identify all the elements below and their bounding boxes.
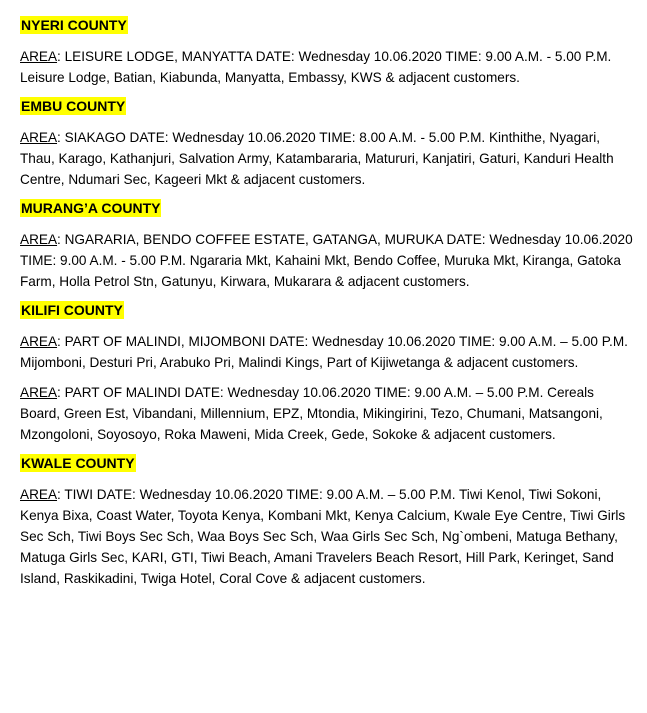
outage-entry	[20, 382, 635, 445]
outage-details: : PART OF MALINDI DATE: Wednesday 10.06.2020 TIME: 9.00 A.M. – 5.00 P.M. Cereals Board, Green Est, Vibandani, Millennium, EPZ, Mtondia, Mikingirini, Tezo, Chumani, Matsangoni, Mzongoloni, Soyosoyo, Roka Maweni, Mida Creek, Gede, Sokoke & adjacent customers.	[20, 385, 603, 442]
outage-entry	[20, 46, 635, 88]
county-heading-wrap	[20, 16, 635, 35]
outage-entry	[20, 331, 635, 373]
county-heading: EMBU COUNTY	[21, 98, 126, 114]
outage-details: : PART OF MALINDI, MIJOMBONI DATE: Wednesday 10.06.2020 TIME: 9.00 A.M. – 5.00 P.M. Mijomboni, Desturi Pri, Arabuko Pri, Malindi Kings, Part of Kijiwetanga & adjacent customers.	[20, 334, 628, 370]
county-heading-wrap	[20, 454, 635, 473]
area-label: AREA	[20, 385, 58, 400]
county-heading: KWALE COUNTY	[21, 455, 135, 471]
outage-entry	[20, 229, 635, 292]
area-label: AREA	[20, 49, 58, 64]
area-label: AREA	[20, 334, 58, 349]
county-heading: MURANG’A COUNTY	[21, 200, 161, 216]
outage-entry	[20, 127, 635, 190]
outage-details: : TIWI DATE: Wednesday 10.06.2020 TIME: 9.00 A.M. – 5.00 P.M. Tiwi Kenol, Tiwi Sokoni, Kenya Bixa, Coast Water, Toyota Kenya, Kombani Mkt, Kenya Calcium, Kwale Eye Centre, Tiwi Girls Sec Sch, Tiwi Boys Sec Sch, Waa Boys Sec Sch, Waa Girls Sec Sch, Ng`ombeni, Matuga Bethany, Matuga Girls Sec, KARI, GTI, Tiwi Beach, Amani Travelers Beach Resort, Hill Park, Keringet, Sand Island, Raskikadini, Twiga Hotel, Coral Cove & adjacent customers.	[20, 487, 626, 586]
area-label: AREA	[20, 232, 58, 247]
outage-entry	[20, 484, 635, 589]
county-heading-wrap	[20, 199, 635, 218]
county-heading: KILIFI COUNTY	[21, 302, 123, 318]
county-heading-wrap	[20, 301, 635, 320]
area-label: AREA	[20, 487, 58, 502]
area-label: AREA	[20, 130, 58, 145]
outage-details: : SIAKAGO DATE: Wednesday 10.06.2020 TIME: 8.00 A.M. - 5.00 P.M. Kinthithe, Nyagari, Thau, Karago, Kathanjuri, Salvation Army, Katambararia, Matururi, Kanjatiri, Gaturi, Kanduri Health Centre, Ndumari Sec, Kageeri Mkt & adjacent customers.	[20, 130, 614, 187]
county-heading: NYERI COUNTY	[21, 17, 127, 33]
county-heading-wrap	[20, 97, 635, 116]
outage-details: : LEISURE LODGE, MANYATTA DATE: Wednesday 10.06.2020 TIME: 9.00 A.M. - 5.00 P.M. Leisure Lodge, Batian, Kiabunda, Manyatta, Embassy, KWS & adjacent customers.	[20, 49, 612, 85]
outage-details: : NGARARIA, BENDO COFFEE ESTATE, GATANGA, MURUKA DATE: Wednesday 10.06.2020 TIME: 9.00 A.M. - 5.00 P.M. Ngararia Mkt, Kahaini Mkt, Bendo Coffee, Muruka Mkt, Kiranga, Gatoka Farm, Holla Petrol Stn, Gatunyu, Kirwara, Mukarara & adjacent customers.	[20, 232, 633, 289]
